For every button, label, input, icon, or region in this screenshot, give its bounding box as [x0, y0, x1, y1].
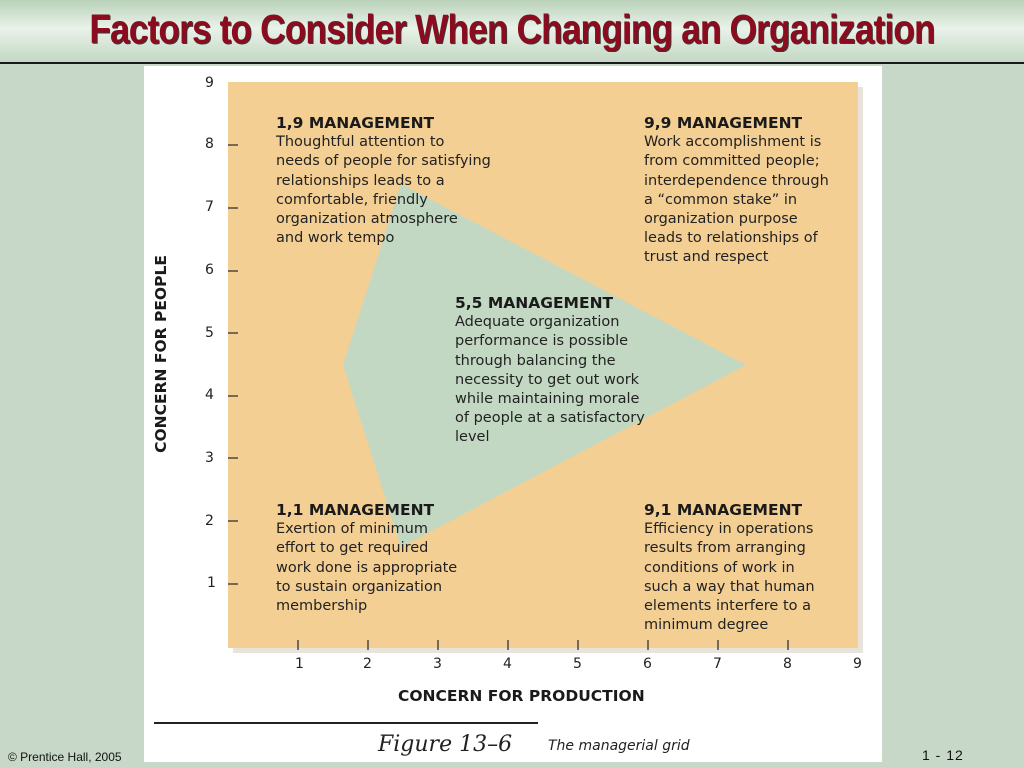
y-tick-1: 1: [207, 575, 216, 591]
quadrant-1-9: [276, 114, 536, 248]
quadrant-1-1-body: Exertion of minimum effort to get required work done is appropriate to sustain organization membership: [276, 521, 458, 615]
y-axis-ticks: [228, 145, 238, 584]
x-tick-2: 2: [363, 656, 372, 672]
x-tick-1: 1: [295, 656, 304, 672]
copyright-notice: © Prentice Hall, 2005: [8, 750, 122, 764]
y-tick-2: 2: [205, 513, 214, 529]
y-axis-label: CONCERN FOR PEOPLE: [152, 255, 170, 453]
caption-divider: [154, 722, 538, 724]
x-tick-9: 9: [853, 656, 862, 672]
y-tick-6: 6: [205, 262, 214, 278]
x-tick-8: 8: [783, 656, 792, 672]
quadrant-1-9-heading: 1,9 MANAGEMENT: [276, 114, 435, 132]
quadrant-1-1: [276, 501, 516, 616]
x-axis-label: CONCERN FOR PRODUCTION: [398, 687, 645, 705]
quadrant-9-1: [644, 501, 854, 635]
quadrant-9-1-body: Efficiency in operations results from arranging conditions of work in such a way that human elements interfere to a minimum degree: [644, 521, 815, 634]
quadrant-5-5-heading: 5,5 MANAGEMENT: [455, 294, 614, 312]
x-tick-6: 6: [643, 656, 652, 672]
quadrant-1-9-body: Thoughtful attention to needs of people for satisfying relationships leads to a comfortable, friendly organization atmosphere and work tempo: [276, 134, 491, 247]
y-tick-7: 7: [205, 199, 214, 215]
slide-title: Factors to Consider When Changing an Organization: [89, 6, 935, 52]
figure-caption: Figure 13–6: [378, 732, 513, 757]
quadrant-9-1-heading: 9,1 MANAGEMENT: [644, 501, 803, 519]
y-tick-5: 5: [205, 325, 214, 341]
quadrant-1-1-heading: 1,1 MANAGEMENT: [276, 501, 435, 519]
x-tick-4: 4: [503, 656, 512, 672]
slide-number: 1 - 12: [922, 747, 964, 763]
quadrant-9-9-body: Work accomplishment is from committed people; interdependence through a “common stake” in organization purpose leads to relationships of trust and respect: [644, 134, 829, 266]
managerial-grid-figure: [144, 66, 882, 762]
y-tick-4: 4: [205, 387, 214, 403]
y-tick-9: 9: [205, 75, 214, 91]
quadrant-5-5: [455, 294, 675, 448]
x-tick-3: 3: [433, 656, 442, 672]
y-tick-3: 3: [205, 450, 214, 466]
quadrant-5-5-body: Adequate organization performance is possible through balancing the necessity to get out work while maintaining morale of people at a satisfactory level: [455, 314, 645, 446]
quadrant-9-9-heading: 9,9 MANAGEMENT: [644, 114, 803, 132]
figure-subtitle: The managerial grid: [548, 738, 690, 754]
quadrant-9-9: [644, 114, 854, 268]
x-axis-ticks: [298, 640, 788, 650]
title-bar: [0, 0, 1024, 64]
x-tick-5: 5: [573, 656, 582, 672]
x-tick-7: 7: [713, 656, 722, 672]
y-tick-8: 8: [205, 136, 214, 152]
